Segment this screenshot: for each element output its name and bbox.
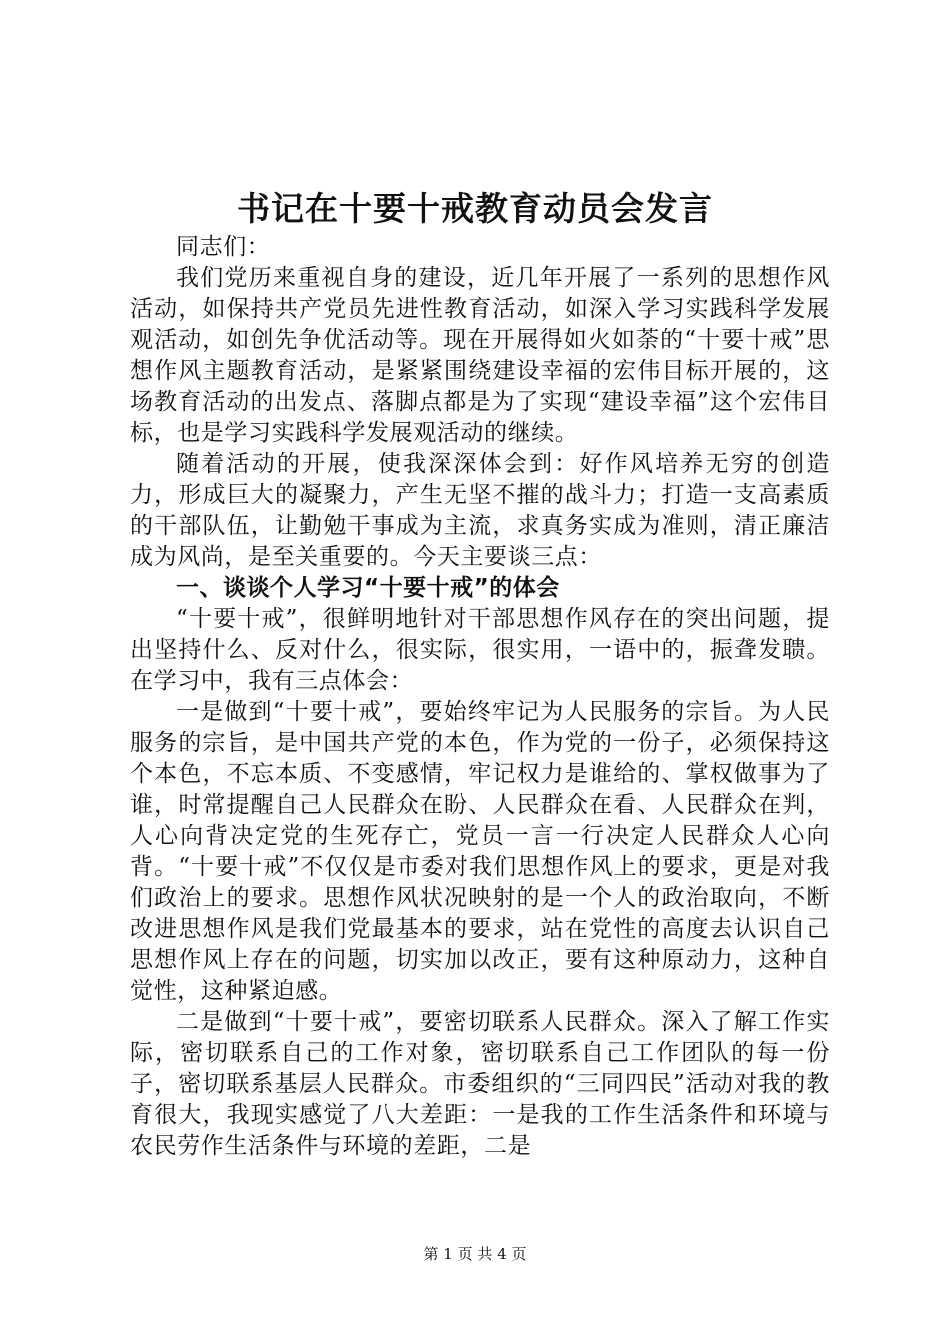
paragraph: 随着活动的开展，使我深深体会到：好作风培养无穷的创造力，形成巨大的凝聚力，产生无坚不摧的战斗力；打造一支高素质的干部队伍，让勤勉干事成为主流，求真务实成为准则，清正廉洁成为风尚，是至关重要的。今天主要谈三点： [130,451,830,570]
page-number-footer: 第 1 页 共 4 页 [423,1245,527,1263]
document-body [130,232,830,1162]
document-title: 书记在十要十戒教育动员会发言 [237,189,713,228]
paragraph: 二是做到“十要十戒”，要密切联系人民群众。深入了解工作实际，密切联系自己的工作对象，密切联系自己工作团队的每一份子，密切联系基层人民群众。市委组织的“三同四民”活动对我的教育很大，我现实感觉了八大差距：一是我的工作生活条件和环境与农民劳作生活条件与环境的差距，二是 [130,1009,830,1159]
paragraph: “十要十戒”，很鲜明地针对干部思想作风存在的突出问题，提出坚持什么、反对什么，很实际，很实用，一语中的，振聋发聩。在学习中，我有三点体会： [130,606,830,694]
paragraph: 一是做到“十要十戒”，要始终牢记为人民服务的宗旨。为人民服务的宗旨，是中国共产党的本色，作为党的一份子，必须保持这个本色，不忘本质、不变感情，牢记权力是谁给的、掌权做事为了谁，时常提醒自己人民群众在盼、人民群众在看、人民群众在判，人心向背决定党的生死存亡，党员一言一行决定人民群众人心向背。“十要十戒”不仅仅是市委对我们思想作风上的要求，更是对我们政治上的要求。思想作风状况映射的是一个人的政治取向，不断改进思想作风是我们党最基本的要求，站在党性的高度去认识自己思想作风上存在的问题，切实加以改正，要有这种原动力，这种自觉性，这种紧迫感。 [130,699,830,1004]
salutation: 同志们： [176,234,271,260]
paragraph: 我们党历来重视自身的建设，近几年开展了一系列的思想作风活动，如保持共产党员先进性教育活动，如深入学习实践科学发展观活动，如创先争优活动等。现在开展得如火如荼的“十要十戒”思想作风主题教育活动，是紧紧围绕建设幸福的宏伟目标开展的，这场教育活动的出发点、落脚点都是为了实现“建设幸福”这个宏伟目标，也是学习实践科学发展观活动的继续。 [130,265,830,446]
section-heading: 一、谈谈个人学习“十要十戒”的体会 [176,575,560,601]
